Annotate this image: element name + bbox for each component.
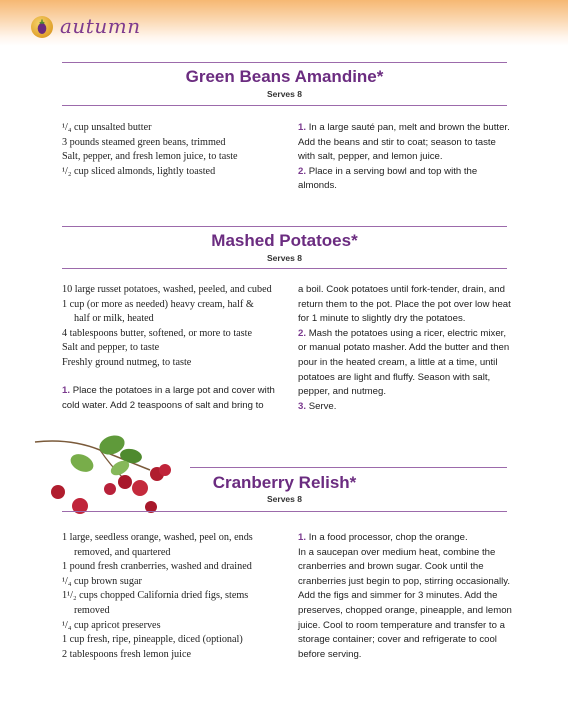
ingredient-item: 2 tablespoons fresh lemon juice — [62, 648, 192, 660]
divider — [62, 62, 507, 63]
ingredient-item: Salt and pepper, to taste — [62, 342, 160, 354]
ingredient-list — [62, 531, 282, 662]
ingredient-item: 1 large, seedless orange, washed, peel on, ends — [62, 532, 253, 543]
ingredient-item: 1¹/₂ cups chopped California dried figs, stems — [62, 590, 249, 602]
step-list — [298, 531, 513, 662]
divider — [62, 511, 507, 512]
step-item — [298, 546, 513, 663]
ingredient-list — [62, 283, 282, 371]
ingredient-item: ¹/₄ cup brown sugar — [62, 575, 142, 587]
step-item — [298, 400, 513, 415]
step-number: 3. — [298, 400, 307, 412]
step-list — [298, 283, 513, 414]
step-item — [298, 283, 513, 327]
divider — [62, 268, 507, 269]
step-number: 1. — [298, 122, 307, 133]
ingredient-item: half or milk, heated — [74, 313, 154, 325]
ingredient-list — [62, 121, 282, 179]
step-text: Serve. — [308, 400, 337, 412]
divider — [62, 226, 507, 227]
serves-label: Serves 8 — [267, 494, 302, 504]
step-item — [62, 384, 282, 413]
step-item — [298, 121, 513, 165]
step-number: 1. — [298, 532, 307, 543]
ingredient-item: 3 pounds steamed green beans, trimmed — [62, 136, 226, 148]
step-text: In a large sauté pan, melt and brown the butter. Add the beans and stir to coat; season to taste with salt, pepper, and lemon juice. — [298, 122, 510, 163]
ingredient-item: 1 cup (or more as needed) heavy cream, half & — [62, 298, 254, 310]
step-text: a boil. Cook potatoes until fork-tender, drain, and return them to the pot. Place the pot over low heat for 1 minute to slightly dry the potatoes. — [298, 284, 511, 325]
step-number: 2. — [298, 165, 307, 177]
step-text: Place the potatoes in a large pot and cover with cold water. Add 2 teaspoons of salt and bring to — [62, 385, 275, 411]
ingredient-item: 1 pound fresh cranberries, washed and drained — [62, 561, 252, 573]
recipe-title-cranberry-relish: Cranberry Relish* — [212, 473, 357, 492]
step-item — [298, 165, 513, 194]
serves-label: Serves 8 — [267, 253, 302, 263]
step-text: Mash the potatoes using a ricer, electric mixer, or manual potato masher. Add the butter and then pour in the heated cream, a little at a time, until potatoes are light and fluffy. Season with salt, pepper, and nutmeg. — [298, 327, 510, 398]
ingredient-item: removed — [74, 604, 110, 616]
ingredient-item: Salt, pepper, and fresh lemon juice, to taste — [62, 151, 238, 163]
ingredient-item: 4 tablespoons butter, softened, or more to taste — [62, 327, 252, 339]
ingredient-item: Freshly ground nutmeg, to taste — [62, 356, 192, 368]
step-list — [298, 121, 513, 194]
step-text: In a food processor, chop the orange. — [308, 532, 468, 543]
ingredient-item: 10 large russet potatoes, washed, peeled, and cubed — [62, 284, 272, 295]
step-text: Place in a serving bowl and top with the almonds. — [298, 165, 478, 192]
serves-label: Serves 8 — [267, 89, 302, 99]
ingredient-item: ¹/₄ cup unsalted butter — [62, 122, 152, 133]
ingredient-item: 1 cup fresh, ripe, pineapple, diced (optional) — [62, 634, 243, 646]
step-number: 2. — [298, 327, 307, 339]
eggplant-logo-icon — [31, 16, 53, 38]
ingredient-item: ¹/₂ cup sliced almonds, lightly toasted — [62, 165, 216, 177]
step-item — [298, 531, 513, 546]
step-number: 1. — [62, 385, 71, 396]
recipe-title-mashed-potatoes: Mashed Potatoes* — [211, 231, 358, 250]
ingredient-item: removed, and quartered — [74, 546, 171, 558]
divider — [190, 467, 507, 468]
ingredient-item: ¹/₄ cup apricot preserves — [62, 619, 161, 631]
step-text: In a saucepan over medium heat, combine the cranberries and brown sugar. Cook until the cranberries just begin to pop, stirring occasionally. Add the figs and simmer for 3 minutes. Add the preserves, chopped orange, pineapple, and lemon juice. Cool to room temperature and transfer to a storage container; cover and refrigerate to cool before serving. — [298, 546, 512, 660]
divider — [62, 105, 507, 106]
step-item — [298, 327, 513, 400]
recipe-title-green-beans: Green Beans Amandine* — [185, 67, 384, 86]
brand-title: autumn — [60, 14, 141, 38]
